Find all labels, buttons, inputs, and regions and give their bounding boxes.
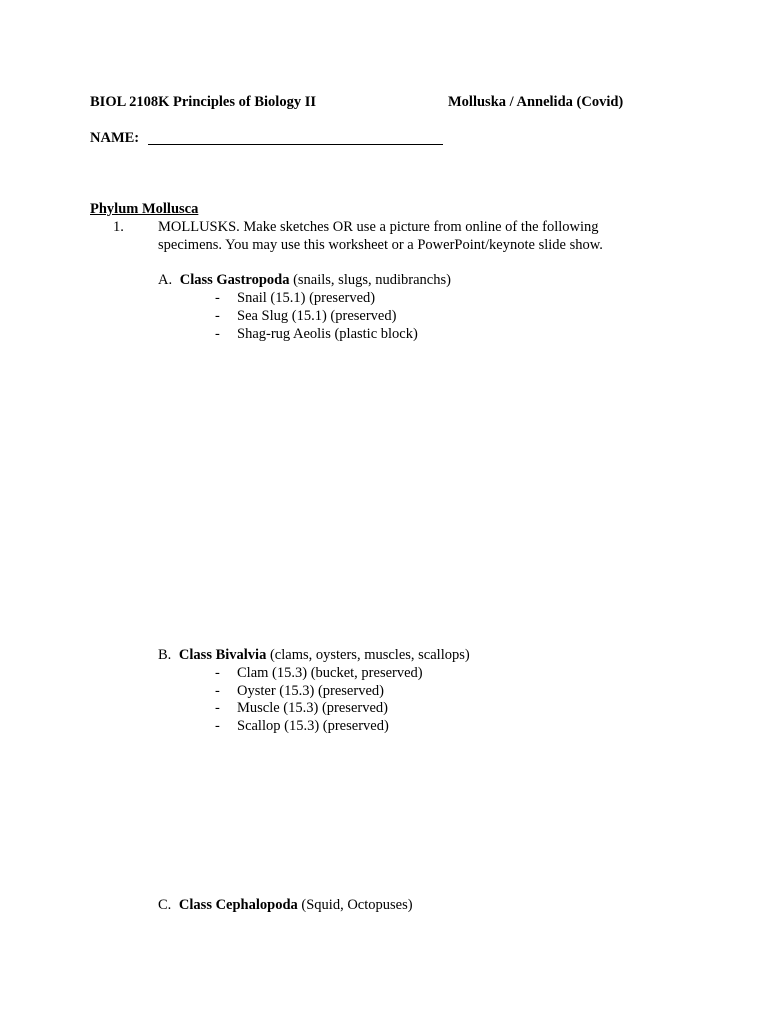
specimen-item — [215, 717, 635, 735]
class-description: (Squid, Octopuses) — [301, 897, 413, 913]
item-instruction-line1: MOLLUSKS. Make sketches OR use a picture from online of the following — [158, 219, 599, 235]
specimen-label: Snail (15.1) (preserved) — [237, 290, 376, 306]
name-label: NAME: — [90, 130, 140, 146]
specimen-label: Clam (15.3) (bucket, preserved) — [237, 665, 423, 681]
specimen-label: Oyster (15.3) (preserved) — [237, 683, 384, 699]
specimen-label: Shag-rug Aeolis (plastic block) — [237, 326, 418, 342]
class-letter: A. — [158, 272, 173, 288]
class-letter: B. — [158, 647, 172, 663]
dash-bullet: - — [215, 718, 220, 734]
class-description: (clams, oysters, muscles, scallops) — [269, 647, 470, 663]
specimen-item — [215, 682, 635, 700]
item-number: 1. — [113, 219, 124, 235]
specimen-label: Sea Slug (15.1) (preserved) — [237, 308, 397, 324]
specimen-item — [215, 664, 635, 682]
lab-topic: Molluska / Annelida (Covid) — [448, 94, 624, 110]
class-heading-gastropoda — [158, 271, 451, 289]
specimen-item — [215, 325, 635, 343]
specimen-item — [215, 699, 635, 717]
class-heading-bivalvia — [158, 646, 470, 664]
dash-bullet: - — [215, 290, 220, 306]
class-heading-cephalopoda — [158, 896, 413, 914]
class-name: Class Cephalopoda — [178, 897, 298, 913]
dash-bullet: - — [215, 700, 220, 716]
section-title: Phylum Mollusca — [90, 201, 199, 217]
specimen-label: Muscle (15.3) (preserved) — [237, 700, 388, 716]
name-blank-line[interactable] — [148, 144, 443, 145]
dash-bullet: - — [215, 683, 220, 699]
class-description: (snails, slugs, nudibranchs) — [293, 272, 451, 288]
specimen-item — [215, 289, 635, 307]
class-name: Class Gastropoda — [179, 272, 290, 288]
dash-bullet: - — [215, 665, 220, 681]
specimen-item — [215, 307, 635, 325]
dash-bullet: - — [215, 308, 220, 324]
class-letter: C. — [158, 897, 172, 913]
item-instruction-line2: specimens. You may use this worksheet or a PowerPoint/keynote slide show. — [158, 237, 603, 253]
specimen-label: Scallop (15.3) (preserved) — [237, 718, 389, 734]
class-name: Class Bivalvia — [178, 647, 267, 663]
course-title: BIOL 2108K Principles of Biology II — [90, 94, 316, 110]
dash-bullet: - — [215, 326, 220, 342]
